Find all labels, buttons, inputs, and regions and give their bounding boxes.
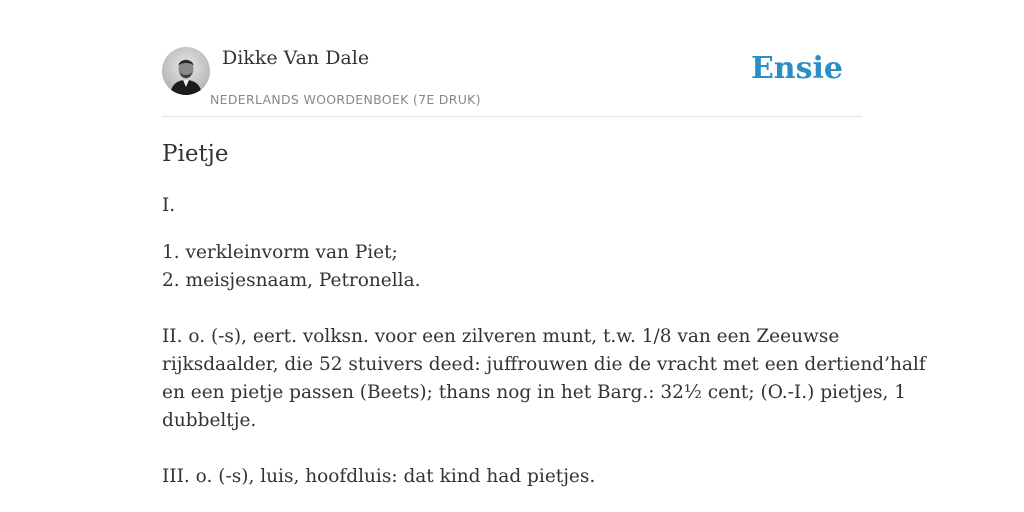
source-subtitle[interactable]: NEDERLANDS WOORDENBOEK (7E DRUK) — [210, 92, 481, 107]
definition-line: dubbeltje. — [162, 410, 257, 431]
definition-line: rijksdaalder, die 52 stuivers deed: juffrouwen die de vracht met een dertiend’half — [162, 354, 926, 375]
definition-line: II. o. (-s), eert. volksn. voor een zilveren munt, t.w. 1/8 van een Zeeuwse — [162, 326, 840, 347]
definition-line: III. o. (-s), luis, hoofdluis: dat kind had pietjes. — [162, 466, 596, 487]
definition-line: en een pietje passen (Beets); thans nog in het Barg.: 32½ cent; (O.-I.) pietjes, 1 — [162, 382, 907, 403]
definition-line: 2. meisjesnaam, Petronella. — [162, 270, 421, 291]
ensie-logo[interactable]: Ensie — [750, 51, 843, 86]
author-avatar[interactable] — [162, 47, 210, 95]
entry-header — [162, 0, 862, 117]
entry-title: Pietje — [162, 141, 229, 167]
author-name[interactable]: Dikke Van Dale — [222, 47, 370, 69]
page-container — [162, 0, 926, 487]
portrait-photo-icon — [162, 47, 210, 95]
definition-line: I. — [162, 195, 176, 216]
definition-line: 1. verkleinvorm van Piet; — [162, 242, 398, 263]
